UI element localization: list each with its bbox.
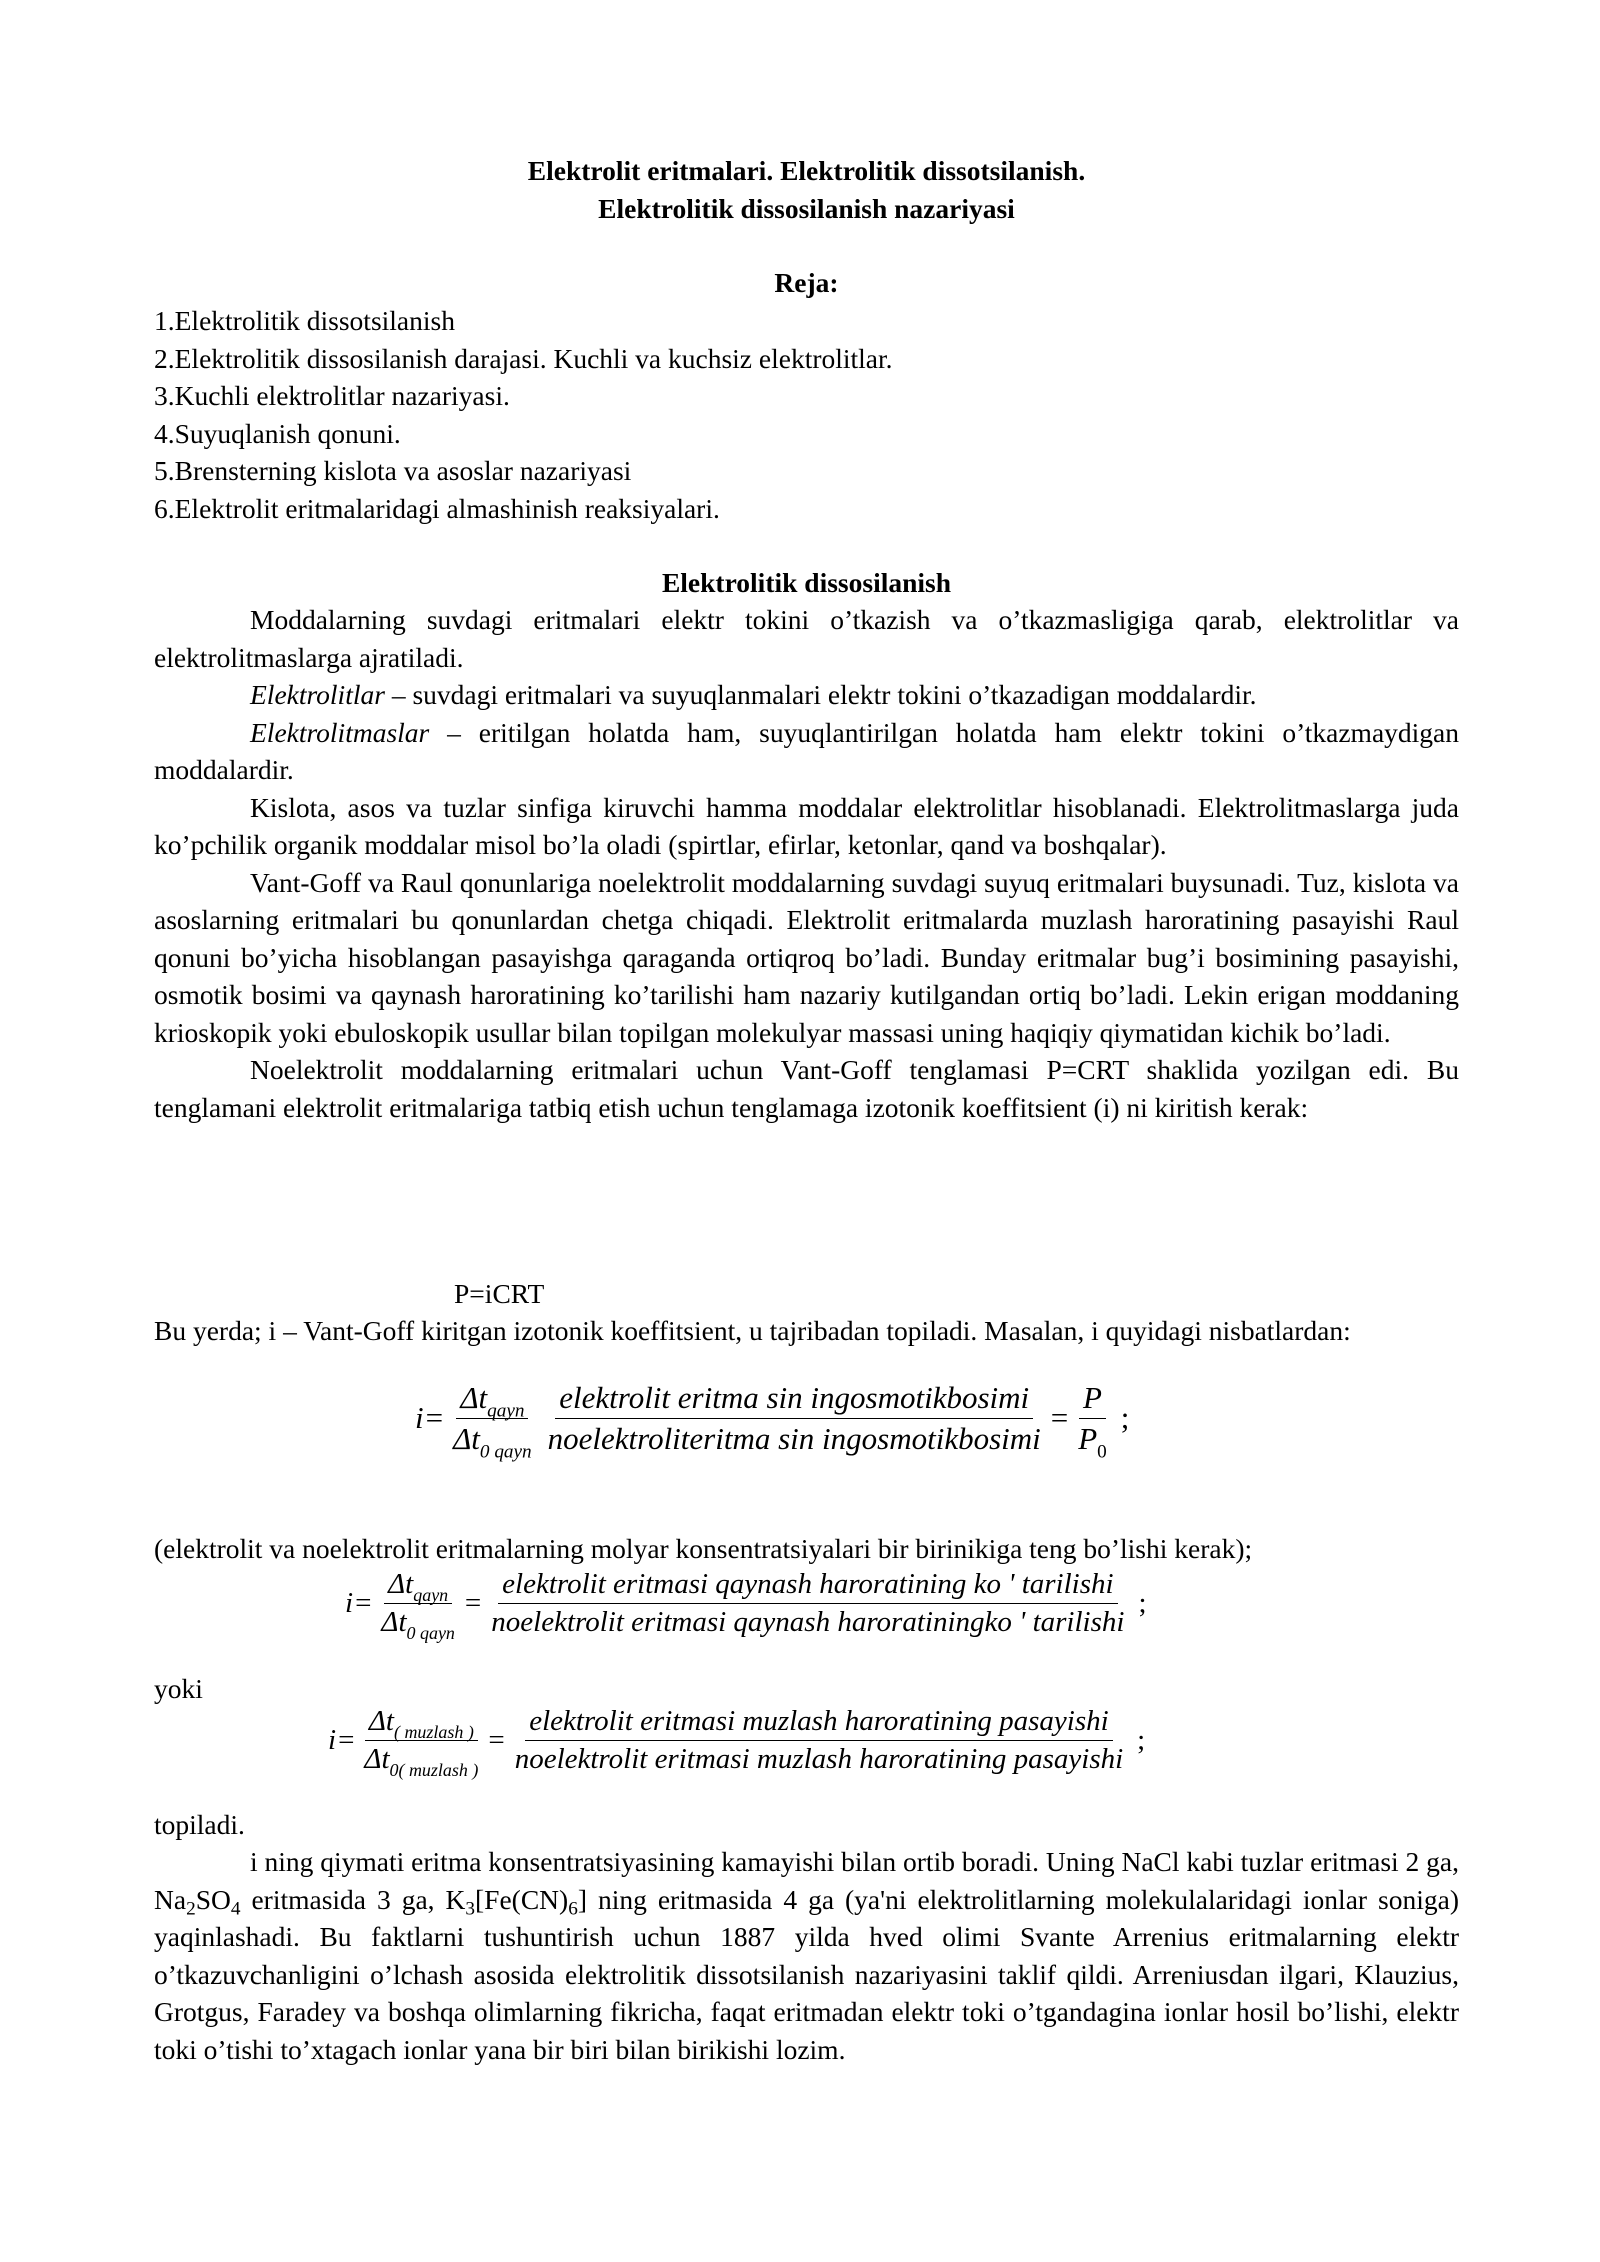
fraction-osmotic-pressure xyxy=(544,1380,1045,1456)
fraction-delta-t xyxy=(360,1705,482,1781)
formula-isotonic-boiling xyxy=(345,1568,1147,1644)
equals-sign: = xyxy=(1050,1400,1069,1436)
paragraph-classes: Kislota, asos va tuzlar sinfiga kiruvchi hamma moddalar elektrolitlar hisoblanadi. Elektrolitmaslarga juda ko’pchilik organik moddalar misol bo’la oladi (spirtlar, efirlar, ketonlar, qand va boshqalar). xyxy=(154,791,1459,860)
delta-symbol: Δt xyxy=(460,1380,488,1415)
section-heading: Elektrolitik dissosilanish xyxy=(661,567,952,598)
title-line-2: Elektrolitik dissosilanish nazariyasi xyxy=(598,192,1015,224)
paragraph-laws: Vant-Goff va Raul qonunlariga noelektrolit moddalarning suvdagi suyuq eritmalari buysunadi. Tuz, kislota va asoslarning eritmalari bu qonunlardan chetga chiqadi. Elektrolit eritmalarda muzlash haroratining pasayishi Raul qonuni bo’yicha hisoblangan pasayishga qaraganda ortiqroq bo’ladi. Bunday eritmalar bug’i bosimining pasayishi, osmotik bosimi va qaynash haroratining ko’tarilishi ham nazariy kutilgandan ortiq bo’ladi. Lekin erigan moddaning krioskopik yoki ebuloskopik usullar bilan topilgan molekulyar massasi uning haqiqiy qiymatidan kichik bo’ladi. xyxy=(154,866,1459,1048)
numerator: elektrolit eritmasi qaynash haroratining ko ' tarilishi xyxy=(498,1568,1117,1604)
subscript: ( muzlash ) xyxy=(393,1722,474,1743)
word-topiladi: topiladi. xyxy=(154,1809,245,1840)
term-nonelectrolytes: Elektrolitmaslar xyxy=(250,716,430,748)
word-yoki: yoki xyxy=(154,1673,203,1704)
plan-list xyxy=(154,302,1459,527)
delta-symbol: Δt xyxy=(364,1743,390,1776)
plan-item: 6.Elektrolit eritmalaridagi almashinish reaksiyalari. xyxy=(154,492,720,524)
text-run: ] ning eritmasida 4 ga (ya'ni elektrolitlarning molekulalaridagi ionlar soniga) yaqinlashadi. Bu faktlarni tushuntirish uchun 1887 yilda hved olimi Svante Arrenius eritmalarning elektr o’tkazuvchanligini o’lchash asosida elektrolitik dissotsilanish nazariyasini taklif qildi. Arreniusdan ilgari, Klauzius, Grotgus, Faradey va boshqa olimlarning fikricha, faqat eritmadan elektr toki o’tgandagina ionlar hosil bo’lishi, elektr toki o’tishi to’xtagach ionlar yana bir biri bilan birikishi lozim. xyxy=(154,1883,1459,2065)
plan-item: 3.Kuchli elektrolitlar nazariyasi. xyxy=(154,380,510,411)
semicolon: ; xyxy=(1137,1724,1146,1757)
definition-nonelectrolytes: – eritilgan holatda ham, suyuqlantirilgan holatda ham elektr tokini o’tkazmaydigan moddalardir. xyxy=(154,716,1459,785)
section-body-bottom xyxy=(154,1843,1459,2068)
numerator: elektrolit eritmasi muzlash haroratining pasayishi xyxy=(525,1705,1112,1741)
formula-isotonic-osmotic xyxy=(415,1380,1130,1463)
subscript: 0 xyxy=(1097,1441,1107,1463)
text-run: eritmasida 3 ga, K xyxy=(240,1883,466,1915)
plan-item: 4.Suyuqlanish qonuni. xyxy=(154,417,401,449)
fraction-pressure xyxy=(1074,1380,1111,1463)
delta-symbol: Δt xyxy=(381,1606,407,1639)
text-run: i ning qiymati eritma konsentratsiyasining kamayishi bilan ortib boradi. Uning NaCl kabi tuzlar eritmasi 2 ga, Na xyxy=(154,1846,1459,1915)
denominator: noelektrolit eritmasi qaynash haroratiningko ' tarilishi xyxy=(491,1606,1125,1639)
delta-symbol: Δt xyxy=(388,1568,414,1600)
equals-sign: = xyxy=(355,1587,372,1620)
subscript: 6 xyxy=(568,1897,578,1919)
formula-isotonic-freezing xyxy=(328,1705,1146,1781)
subscript: 3 xyxy=(465,1897,476,1919)
subscript: 4 xyxy=(230,1897,241,1919)
equals-sign: = xyxy=(488,1724,505,1757)
term-electrolytes: Elektrolitlar xyxy=(250,679,385,710)
denominator: noelektroliteritma sin ingosmotikbosimi xyxy=(547,1420,1041,1456)
paragraph-condition: (elektrolit va noelektrolit eritmalarning molyar konsentratsiyalari bir birinikiga teng bo’lishi kerak); xyxy=(154,1533,1253,1564)
denominator: P xyxy=(1078,1420,1098,1456)
formula-lhs: i xyxy=(328,1724,337,1757)
plan-item: 2.Elektrolitik dissosilanish darajasi. Kuchli va kuchsiz elektrolitlar. xyxy=(154,342,893,374)
section-body-top xyxy=(154,601,1459,1126)
paragraph-vant-goff: Noelektrolit moddalarning eritmalari uchun Vant-Goff tenglamasi P=CRT shaklida yozilgan edi. Bu tenglamani elektrolit eritmalariga tatbiq etish uchun tenglamaga izotonik koeffitsient (i) ni kiritish kerak: xyxy=(154,1054,1459,1123)
definition-electrolytes: – suvdagi eritmalari va suyuqlanmalari elektr tokini o’tkazadigan moddalardir. xyxy=(384,679,1257,710)
document-title xyxy=(154,152,1459,227)
title-line-1: Elektrolit eritmalari. Elektrolitik dissotsilanish. xyxy=(527,155,1086,186)
paragraph-isotonic: Bu yerda; i – Vant-Goff kiritgan izotonik koeffitsient, u tajribadan topiladi. Masalan, i quyidagi nisbatlardan: xyxy=(154,1315,1351,1346)
paragraph-intro: Moddalarning suvdagi eritmalari elektr tokini o’tkazish va o’tkazmasligiga qarab, elektrolitlar va elektrolitmaslarga ajratiladi. xyxy=(154,604,1459,673)
equals-sign: = xyxy=(425,1400,444,1436)
fraction-delta-t xyxy=(377,1568,458,1644)
plan-item: 5.Brensterning kislota va asoslar nazariyasi xyxy=(154,455,632,486)
text-run: [Fe(CN) xyxy=(475,1883,569,1915)
text-run: SO xyxy=(195,1883,231,1915)
paragraph-arrhenius xyxy=(154,1843,1459,2068)
equals-sign: = xyxy=(464,1587,482,1620)
paragraph-nonelectrolytes xyxy=(154,714,1459,789)
fraction-freezing xyxy=(511,1705,1127,1777)
fraction-boiling xyxy=(487,1568,1128,1640)
semicolon: ; xyxy=(1138,1587,1147,1620)
formula-lhs: i xyxy=(345,1587,354,1620)
semicolon: ; xyxy=(1120,1400,1130,1436)
equals-sign: = xyxy=(338,1724,355,1757)
subscript: 0( muzlash ) xyxy=(389,1760,479,1781)
subscript: 0 qayn xyxy=(406,1623,455,1644)
equation-picrt: P=iCRT xyxy=(454,1278,545,1309)
delta-symbol: Δt xyxy=(453,1420,480,1456)
paragraph-electrolytes xyxy=(154,676,1459,714)
numerator: elektrolit eritma sin ingosmotikbosimi xyxy=(555,1380,1033,1419)
subscript: 0 qayn xyxy=(479,1441,532,1463)
plan-item: 1.Elektrolitik dissotsilanish xyxy=(154,305,455,336)
subscript: qayn xyxy=(487,1400,525,1422)
fraction-delta-t xyxy=(449,1380,536,1463)
subscript: qayn xyxy=(413,1585,449,1606)
numerator: P xyxy=(1079,1380,1106,1419)
denominator: noelektrolit eritmasi muzlash haroratining pasayishi xyxy=(514,1743,1124,1776)
plan-heading: Reja: xyxy=(774,267,839,298)
formula-lhs: i xyxy=(415,1400,424,1436)
delta-symbol: Δt xyxy=(368,1705,394,1737)
subscript: 2 xyxy=(186,1897,196,1919)
